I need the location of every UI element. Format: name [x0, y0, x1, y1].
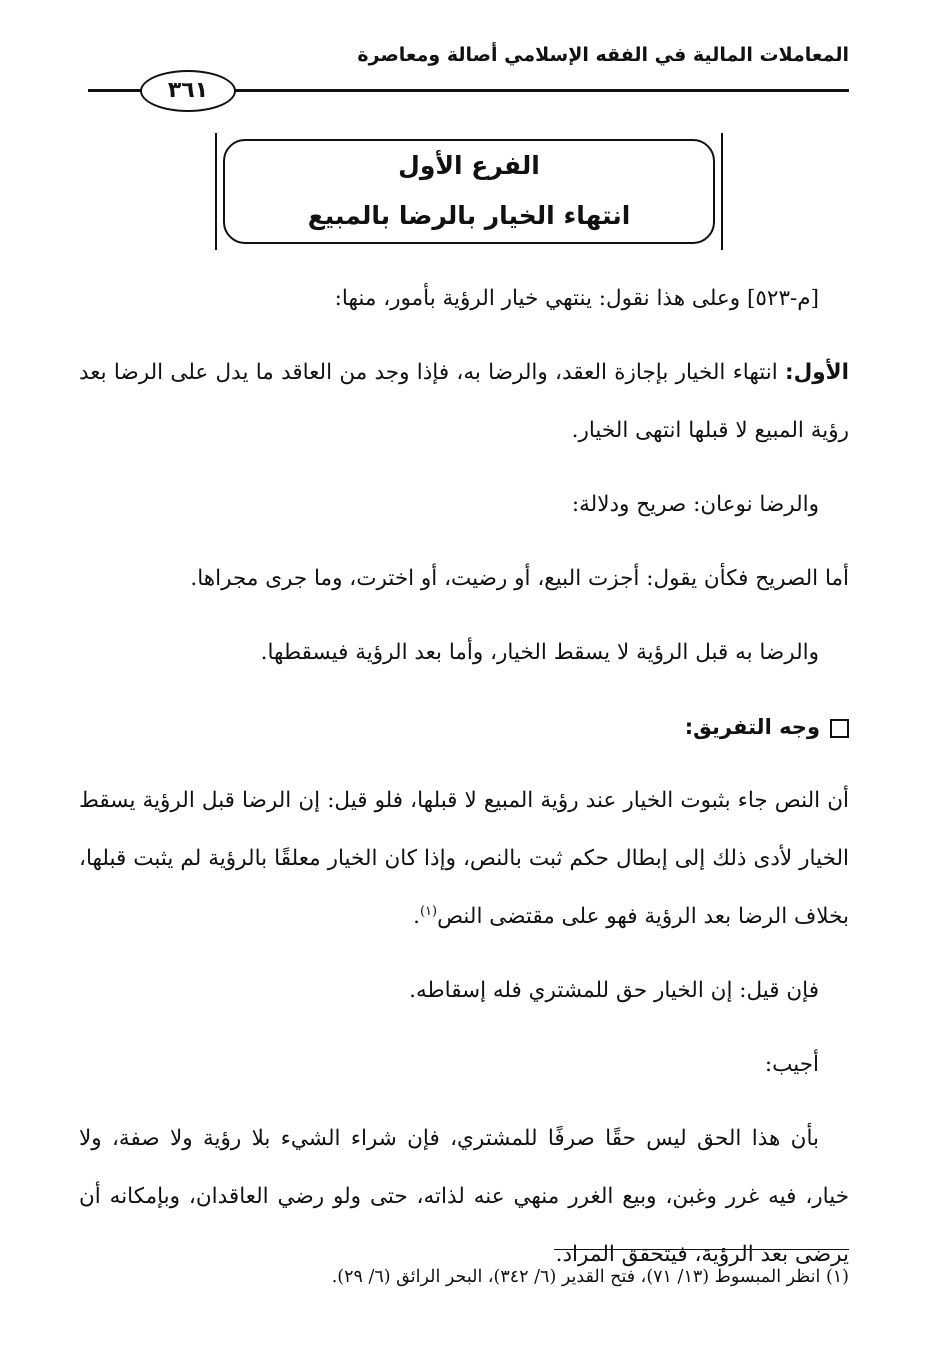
paragraph-first-method-text: انتهاء الخيار بإجازة العقد، والرضا به، فإذا وجد من العاقد ما يدل على الرضا بعد رؤية المبيع لا قبلها انتهى الخيار.	[79, 360, 849, 443]
section-title-line2: انتهاء الخيار بالرضا بالمبيع	[307, 201, 631, 230]
paragraph-answer-label: أجيب:	[764, 1052, 819, 1077]
section-title-line1: الفرع الأول	[398, 151, 540, 180]
page-number-badge: ٣٦١	[140, 70, 236, 112]
paragraph-answer: بأن هذا الحق ليس حقًا صرفًا للمشتري، فإن شراء الشيء بلا رؤية ولا صفة، ولا خيار، فيه غرر وغبن، وبيع الغرر منهي عنه لذاته، حتى ولو رضي العاقدان، وبإمكانه أن يرضى بعد الرؤية، فيتحقق المراد.	[79, 1126, 849, 1267]
paragraph-explicit-consent: أما الصريح فكأن يقول: أجزت البيع، أو رضيت، أو اخترت، وما جرى مجراها.	[190, 566, 849, 591]
footnote: (١) انظر المبسوط (١٣/ ٧١)، فتح القدير (٦/ ٣٤٢)، البحر الرائق (٦/ ٢٩).	[331, 1267, 849, 1287]
paragraph-intro: [م-٥٢٣] وعلى هذا نقول: ينتهي خيار الرؤية بأمور، منها:	[334, 286, 819, 311]
paragraph-first-method	[79, 344, 849, 460]
subheading	[79, 698, 849, 756]
paragraph-objection: فإن قيل: إن الخيار حق للمشتري فله إسقاطه.	[409, 978, 819, 1003]
paragraph-distinction-text: أن النص جاء بثبوت الخيار عند رؤية المبيع لا قبلها، فلو قيل: إن الرضا قبل الرؤية يسقط الخيار لأدى ذلك إلى إبطال حكم ثبت بالنص، وإذا كان الخيار معلقًا بالرؤية لم يثبت قبلها، بخلاف الرضا بعد الرؤية فهو على مقتضى النص	[79, 788, 849, 929]
section-title-frame	[215, 133, 723, 250]
paragraph-distinction-end: .	[413, 904, 420, 929]
paragraph-consent-types: والرضا نوعان: صريح ودلالة:	[571, 492, 819, 517]
paragraph-consent-before-viewing: والرضا به قبل الرؤية لا يسقط الخيار، وأما بعد الرؤية فيسقطها.	[260, 640, 819, 665]
running-header-title: المعاملات المالية في الفقه الإسلامي أصالة ومعاصرة	[357, 44, 849, 66]
paragraph-lead-label: الأول:	[785, 360, 849, 385]
subheading-text: وجه التفريق:	[684, 715, 820, 739]
paragraph-distinction	[79, 772, 849, 946]
footnote-rule	[554, 1249, 849, 1250]
footnote-reference: (١)	[419, 903, 438, 919]
body-text	[79, 270, 849, 1300]
square-bullet-icon	[830, 719, 849, 738]
